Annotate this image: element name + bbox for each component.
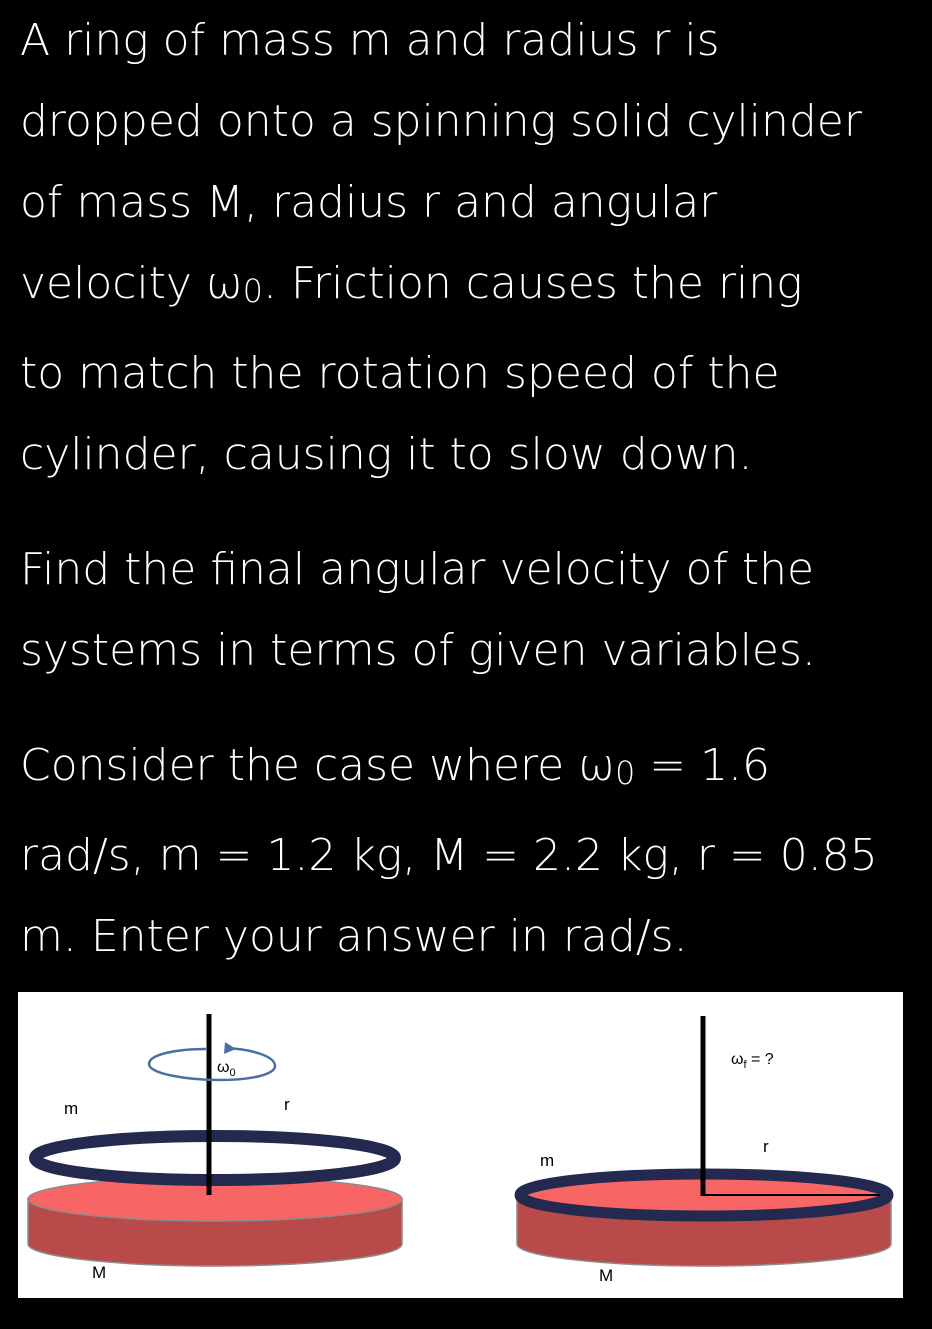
cylinder-mass-label: M <box>599 1266 614 1285</box>
omega-subscript: 0 <box>242 273 263 310</box>
physics-figure <box>18 992 903 1298</box>
problem-paragraph-values <box>20 725 920 977</box>
problem-statement <box>20 0 920 977</box>
ring-mass-label: m <box>540 1151 555 1170</box>
arrow-head-icon <box>224 1042 236 1054</box>
text-fragment: . Friction causes the ring <box>262 258 803 309</box>
omega-subscript: 0 <box>615 755 636 792</box>
text-fragment: = 1.6 <box>635 739 771 791</box>
text-line: m. Enter your answer in rad/s. <box>20 910 688 962</box>
ring-mass-label: m <box>64 1099 79 1118</box>
text-line: to match the rotation speed of the <box>20 347 780 399</box>
text-line: Find the final angular velocity of the <box>20 543 815 595</box>
text-fragment: Consider the case where ω <box>20 739 616 791</box>
rotation-arrow-icon <box>149 1048 275 1080</box>
text-line: A ring of mass m and radius r is <box>20 15 720 66</box>
problem-paragraph-setup <box>20 0 920 495</box>
text-line: dropped onto a spinning solid cylinder <box>20 96 862 147</box>
figure-svg <box>18 992 903 1298</box>
text-line: cylinder, causing it to slow down. <box>20 428 753 480</box>
text-line: of mass M, radius r and angular <box>20 177 718 228</box>
omega-symbol: velocity ω <box>20 258 243 309</box>
text-line: systems in terms of given variables. <box>20 624 816 676</box>
radius-label: r <box>284 1095 290 1114</box>
figure-after <box>517 1016 891 1285</box>
text-line <box>20 243 920 333</box>
text-line: rad/s, m = 1.2 kg, M = 2.2 kg, r = 0.85 <box>20 829 878 881</box>
radius-label: r <box>763 1137 769 1156</box>
problem-paragraph-question <box>20 529 920 691</box>
text-line <box>20 725 920 815</box>
figure-before <box>28 1014 402 1282</box>
cylinder-mass-label: M <box>92 1263 107 1282</box>
omega-final-label: $\omega_f$ = ? <box>731 1051 774 1071</box>
ring <box>35 1136 395 1180</box>
omega-label: $\omega_0$ <box>217 1059 236 1079</box>
